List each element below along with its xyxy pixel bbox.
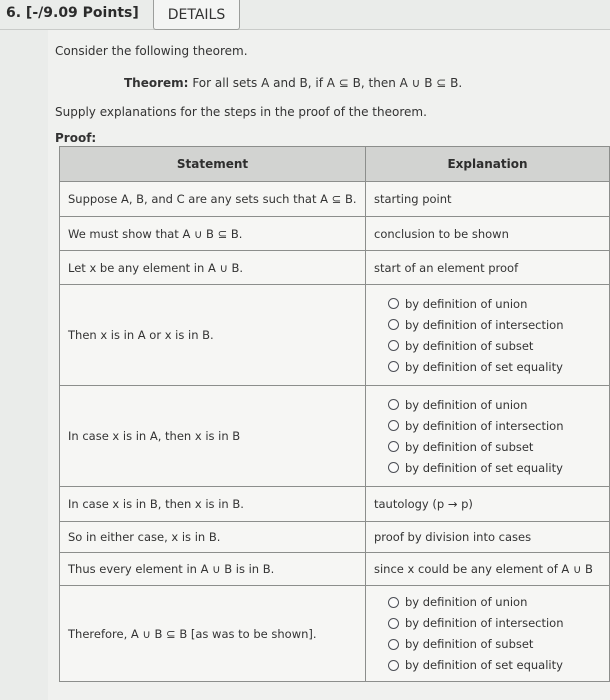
radio-button[interactable]	[388, 618, 399, 629]
radio-label: by definition of intersection	[405, 418, 564, 433]
statement-cell: In case x is in B, then x is in B.	[60, 487, 366, 522]
explanation-options	[366, 285, 610, 386]
radio-label: by definition of union	[405, 296, 528, 311]
radio-button[interactable]	[388, 441, 399, 452]
theorem-text: For all sets A and B, if A ⊆ B, then A ∪ B ⊆ B.	[192, 76, 463, 90]
question-number: 6. [-/9.09 Points]	[6, 5, 139, 21]
radio-label: by definition of union	[405, 397, 528, 412]
statement-cell: Therefore, A ∪ B ⊆ B [as was to be shown].	[60, 586, 366, 682]
radio-button[interactable]	[388, 399, 399, 410]
radio-button[interactable]	[388, 319, 399, 330]
statement-cell: We must show that A ∪ B ⊆ B.	[60, 217, 366, 251]
radio-button[interactable]	[388, 639, 399, 650]
radio-button[interactable]	[388, 660, 399, 671]
proof-table	[59, 146, 610, 682]
statement-cell: Let x be any element in A ∪ B.	[60, 251, 366, 285]
radio-group	[374, 394, 609, 478]
radio-label: by definition of set equality	[405, 658, 563, 672]
proof-label: Proof:	[55, 131, 97, 145]
explanation-options	[366, 386, 610, 487]
radio-label: by definition of set equality	[405, 460, 563, 475]
details-button[interactable]: DETAILS	[153, 0, 240, 30]
radio-option[interactable]	[388, 655, 609, 676]
radio-label: by definition of subset	[405, 637, 534, 651]
table-row	[60, 553, 610, 586]
radio-option[interactable]	[388, 293, 609, 314]
explanation-cell: tautology (p → p)	[366, 487, 610, 522]
table-row	[60, 217, 610, 251]
radio-button[interactable]	[388, 298, 399, 309]
table-row	[60, 487, 610, 522]
explanation-cell: starting point	[366, 182, 610, 217]
statement-cell: In case x is in A, then x is in B	[60, 386, 366, 487]
radio-option[interactable]	[388, 634, 609, 655]
table-row	[60, 251, 610, 285]
radio-label: by definition of intersection	[405, 317, 564, 332]
table-header-row	[60, 147, 610, 182]
table-row	[60, 182, 610, 217]
radio-option[interactable]	[388, 394, 609, 415]
statement-cell: So in either case, x is in B.	[60, 522, 366, 553]
radio-option[interactable]	[388, 592, 609, 613]
radio-label: by definition of union	[405, 595, 528, 609]
table-row	[60, 386, 610, 487]
radio-button[interactable]	[388, 597, 399, 608]
radio-option[interactable]	[388, 415, 609, 436]
table-row	[60, 522, 610, 553]
radio-button[interactable]	[388, 361, 399, 372]
statement-cell: Thus every element in A ∪ B is in B.	[60, 553, 366, 586]
statement-cell: Then x is in A or x is in B.	[60, 285, 366, 386]
theorem-label: Theorem:	[124, 76, 189, 90]
radio-label: by definition of subset	[405, 439, 534, 454]
statement-header: Statement	[60, 147, 366, 182]
statement-cell: Suppose A, B, and C are any sets such that A ⊆ B.	[60, 182, 366, 217]
radio-button[interactable]	[388, 462, 399, 473]
radio-option[interactable]	[388, 457, 609, 478]
radio-option[interactable]	[388, 356, 609, 377]
explanation-cell: start of an element proof	[366, 251, 610, 285]
radio-group	[374, 592, 609, 676]
radio-button[interactable]	[388, 420, 399, 431]
question-header	[0, 0, 610, 30]
explanation-cell: conclusion to be shown	[366, 217, 610, 251]
table-row	[60, 586, 610, 682]
supply-instructions: Supply explanations for the steps in the proof of the theorem.	[55, 105, 427, 119]
intro-text: Consider the following theorem.	[55, 44, 248, 58]
radio-label: by definition of set equality	[405, 359, 563, 374]
radio-group	[374, 293, 609, 377]
radio-button[interactable]	[388, 340, 399, 351]
theorem-statement	[124, 76, 462, 90]
explanation-cell: proof by division into cases	[366, 522, 610, 553]
radio-option[interactable]	[388, 335, 609, 356]
radio-option[interactable]	[388, 314, 609, 335]
radio-label: by definition of intersection	[405, 616, 564, 630]
table-row	[60, 285, 610, 386]
radio-option[interactable]	[388, 613, 609, 634]
explanation-header: Explanation	[366, 147, 610, 182]
radio-label: by definition of subset	[405, 338, 534, 353]
explanation-options	[366, 586, 610, 682]
radio-option[interactable]	[388, 436, 609, 457]
explanation-cell: since x could be any element of A ∪ B	[366, 553, 610, 586]
